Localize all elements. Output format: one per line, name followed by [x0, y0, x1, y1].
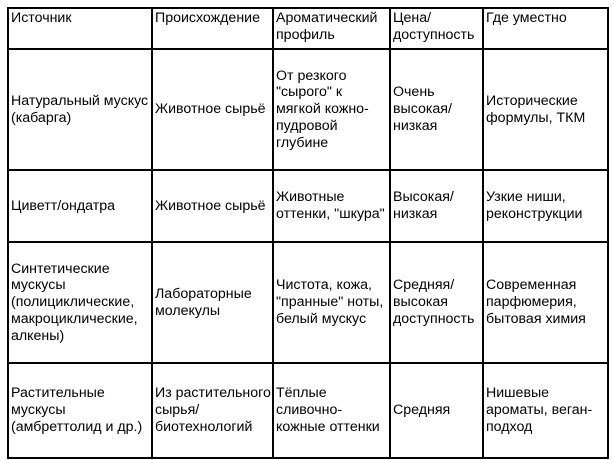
cell-price-availability: Очень высокая/ низкая [390, 49, 483, 170]
cell-price-availability: Средняя [390, 363, 483, 458]
header-price-availability: Цена/ доступность [390, 8, 483, 49]
cell-where-appropriate: Исторические формулы, ТКМ [483, 49, 608, 170]
table-row [8, 242, 608, 363]
cell-aroma-profile: Тёплые сливочно-кожные оттенки [273, 363, 390, 458]
cell-source: Синтетические мускусы (полициклические, макроциклические, алкены) [8, 242, 152, 363]
header-origin: Происхождение [152, 8, 273, 49]
cell-where-appropriate: Нишевые ароматы, веган-подход [483, 363, 608, 458]
cell-aroma-profile: Чистота, кожа, "пранные" ноты, белый мускус [273, 242, 390, 363]
table-header-row [8, 8, 608, 49]
header-where-appropriate: Где уместно [483, 8, 608, 49]
cell-price-availability: Высокая/ низкая [390, 170, 483, 242]
cell-origin: Из растительного сырья/ биотехнологий [152, 363, 273, 458]
cell-origin: Животное сырьё [152, 49, 273, 170]
cell-where-appropriate: Узкие ниши, реконструкции [483, 170, 608, 242]
header-aroma-profile: Ароматический профиль [273, 8, 390, 49]
cell-where-appropriate: Современная парфюмерия, бытовая химия [483, 242, 608, 363]
table-row [8, 363, 608, 458]
cell-source: Растительные мускусы (амбреттолид и др.) [8, 363, 152, 458]
table-row [8, 170, 608, 242]
table-row [8, 49, 608, 170]
musk-comparison-table [7, 7, 609, 459]
cell-source: Натуральный мускус (кабарга) [8, 49, 152, 170]
cell-price-availability: Средняя/ высокая доступность [390, 242, 483, 363]
header-source: Источник [8, 8, 152, 49]
cell-origin: Лабораторные молекулы [152, 242, 273, 363]
cell-origin: Животное сырьё [152, 170, 273, 242]
cell-source: Циветт/ондатра [8, 170, 152, 242]
cell-aroma-profile: От резкого "сырого" к мягкой кожно-пудровой глубине [273, 49, 390, 170]
cell-aroma-profile: Животные оттенки, "шкура" [273, 170, 390, 242]
